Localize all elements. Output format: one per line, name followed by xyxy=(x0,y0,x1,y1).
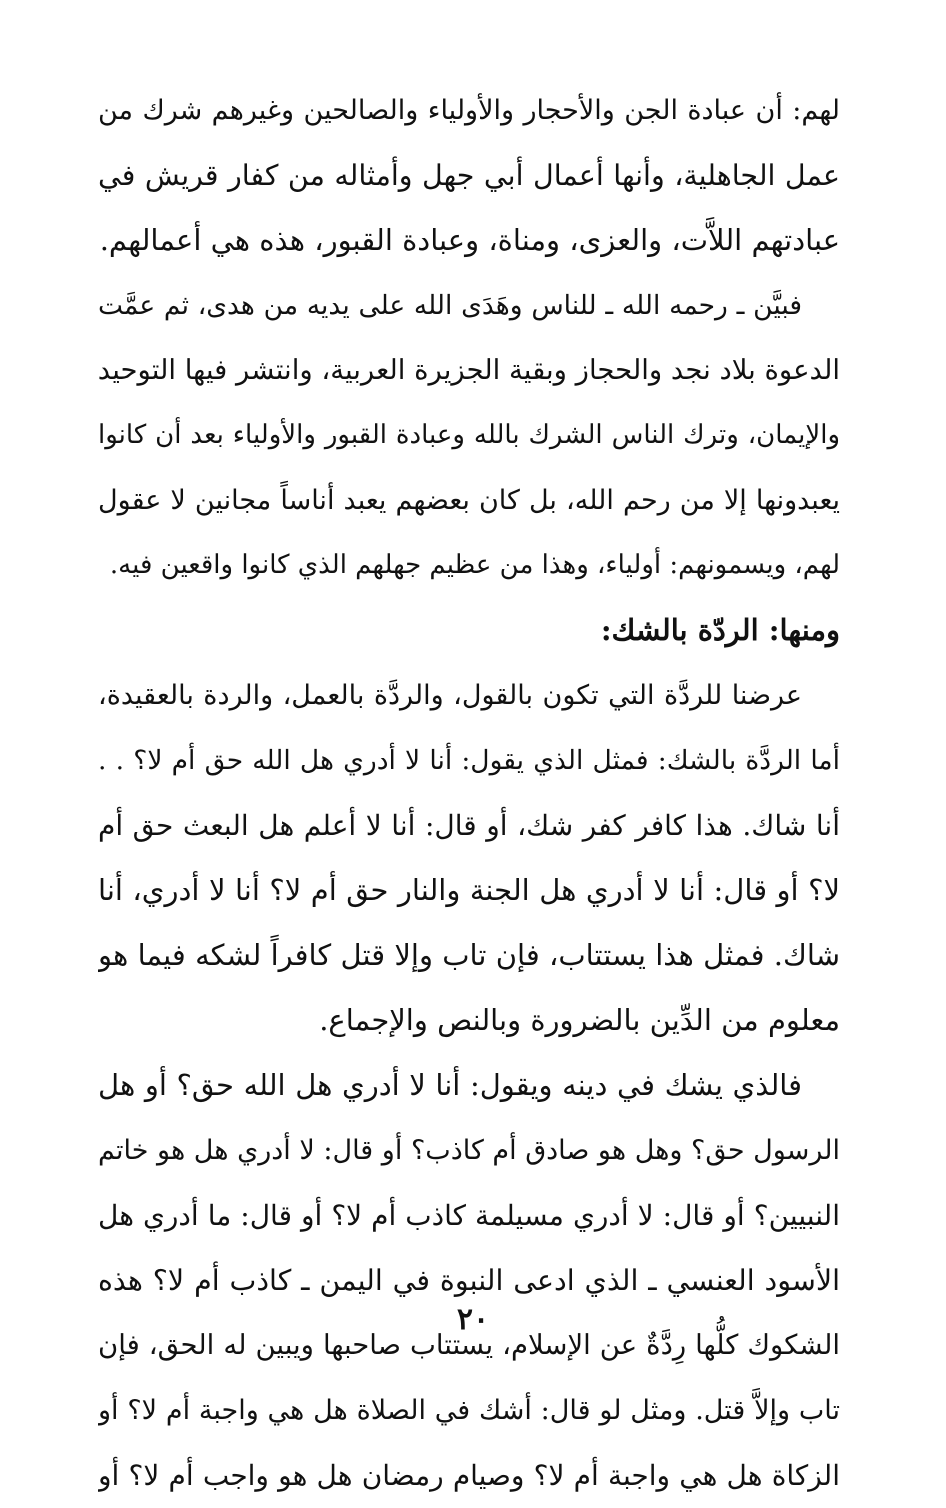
text-line: لهم: أن عبادة الجن والأحجار والأولياء والصالحين وغيرهم شرك من xyxy=(98,95,840,126)
text-line: معلوم من الدِّين بالضرورة وبالنص والإجماع. xyxy=(319,1003,840,1037)
text-line: أما الردَّة بالشك: فمثل الذي يقول: أنا لا أدري هل الله حق أم لا؟ . . xyxy=(98,745,840,776)
text-line: شاك. فمثل هذا يستتاب، فإن تاب وإلا قتل كافراً لشكه فيما هو xyxy=(98,938,840,972)
paragraph-first-line: فبيَّن ـ رحمه الله ـ للناس وهَدَى الله على يديه من هدى، ثم عمَّت xyxy=(98,290,802,321)
text-line: عبادتهم اللاَّت، والعزى، ومناة، وعبادة القبور، هذه هي أعمالهم. xyxy=(99,223,840,257)
text-line: عمل الجاهلية، وأنها أعمال أبي جهل وأمثاله من كفار قريش في xyxy=(98,159,840,192)
text-line: والإيمان، وترك الناس الشرك بالله وعبادة القبور والأولياء بعد أن كانوا xyxy=(98,420,840,450)
page-body xyxy=(98,78,840,1508)
text-line: الرسول حق؟ وهل هو صادق أم كاذب؟ أو قال: لا أدري هل هو خاتم xyxy=(98,1135,840,1166)
paragraph-first-line: عرضنا للردَّة التي تكون بالقول، والردَّة بالعمل، والردة بالعقيدة، xyxy=(98,680,802,711)
text-line: الشكوك كلُّها رِدَّةٌ عن الإسلام، يستتاب صاحبها ويبين له الحق، فإن xyxy=(98,1329,840,1361)
text-line: يعبدونها إلا من رحم الله، بل كان بعضهم يعبد أناساً مجانين لا عقول xyxy=(98,485,840,516)
text-line: لا؟ أو قال: أنا لا أدري هل الجنة والنار حق أم لا؟ أنا لا أدري، أنا xyxy=(98,873,840,907)
page-number: ٢٠ xyxy=(456,1302,490,1337)
text-line: النبيين؟ أو قال: لا أدري مسيلمة كاذب أم لا؟ أو قال: ما أدري هل xyxy=(98,1199,840,1232)
text-line: الدعوة بلاد نجد والحجاز وبقية الجزيرة العربية، وانتشر فيها التوحيد xyxy=(98,354,840,386)
text-line: أنا شاك. هذا كافر كفر شك، أو قال: أنا لا أعلم هل البعث حق أم xyxy=(98,809,840,842)
paragraph-first-line: فالذي يشك في دينه ويقول: أنا لا أدري هل الله حق؟ أو هل xyxy=(98,1068,802,1102)
text-line: الزكاة هل هي واجبة أم لا؟ وصيام رمضان هل هو واجب أم لا؟ أو xyxy=(98,1459,840,1492)
text-line: تاب وإلاَّ قتل. ومثل لو قال: أشك في الصلاة هل هي واجبة أم لا؟ أو xyxy=(98,1395,840,1426)
text-line: الأسود العنسي ـ الذي ادعى النبوة في اليمن ـ كاذب أم لا؟ هذه xyxy=(98,1264,840,1297)
section-heading: ومنها: الردّة بالشك: xyxy=(600,613,840,647)
text-line: لهم، ويسمونهم: أولياء، وهذا من عظيم جهلهم الذي كانوا واقعين فيه. xyxy=(109,550,840,580)
